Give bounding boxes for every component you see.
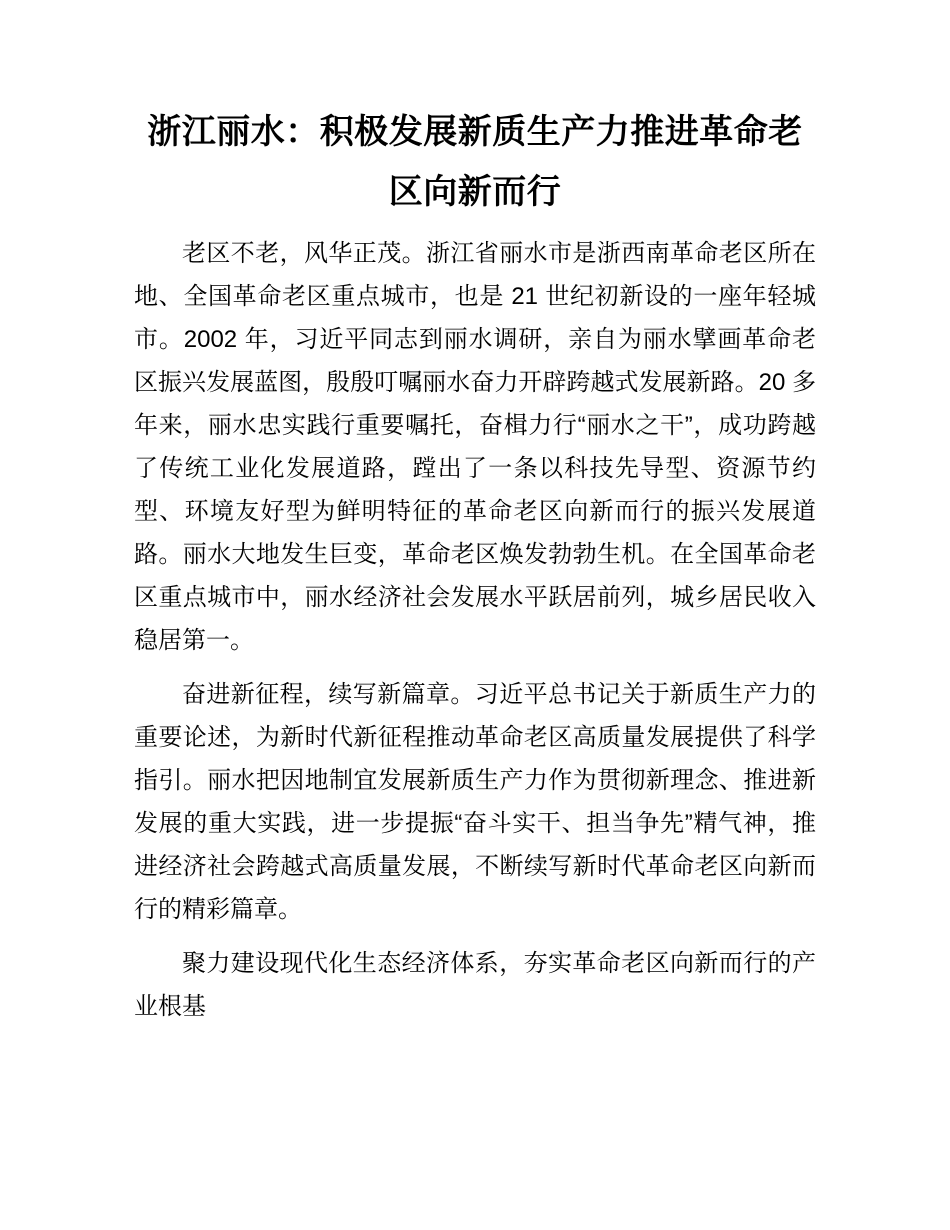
document-title: 浙江丽水：积极发展新质生产力推进革命老区向新而行 — [147, 113, 803, 211]
paragraph-1: 老区不老，风华正茂。浙江省丽水市是浙西南革命老区所在地、全国革命老区重点城市，也是 21 世纪初新设的一座年轻城市。2002 年，习近平同志到丽水调研，亲自为丽水擘画革命老区振兴发展蓝图，殷殷叮嘱丽水奋力开辟跨越式发展新路。20 多年来，丽水忠实践行重要嘱托，奋楫力行“丽水之干”，成功跨越了传统工业化发展道路，蹚出了一条以科技先导型、资源节约型、环境友好型为鲜明特征的革命老区向新而行的振兴发展道路。丽水大地发生巨变，革命老区焕发勃勃生机。在全国革命老区重点城市中，丽水经济社会发展水平跃居前列，城乡居民收入稳居第一。 — [134, 240, 816, 654]
paragraph-3: 聚力建设现代化生态经济体系，夯实革命老区向新而行的产业根基 — [134, 950, 816, 1020]
paragraph-2: 奋进新征程，续写新篇章。习近平总书记关于新质生产力的重要论述，为新时代新征程推动革命老区高质量发展提供了科学指引。丽水把因地制宜发展新质生产力作为贯彻新理念、推进新发展的重大实践，进一步提振“奋斗实干、担当争先”精气神，推进经济社会跨越式高质量发展，不断续写新时代革命老区向新而行的精彩篇章。 — [134, 681, 816, 923]
